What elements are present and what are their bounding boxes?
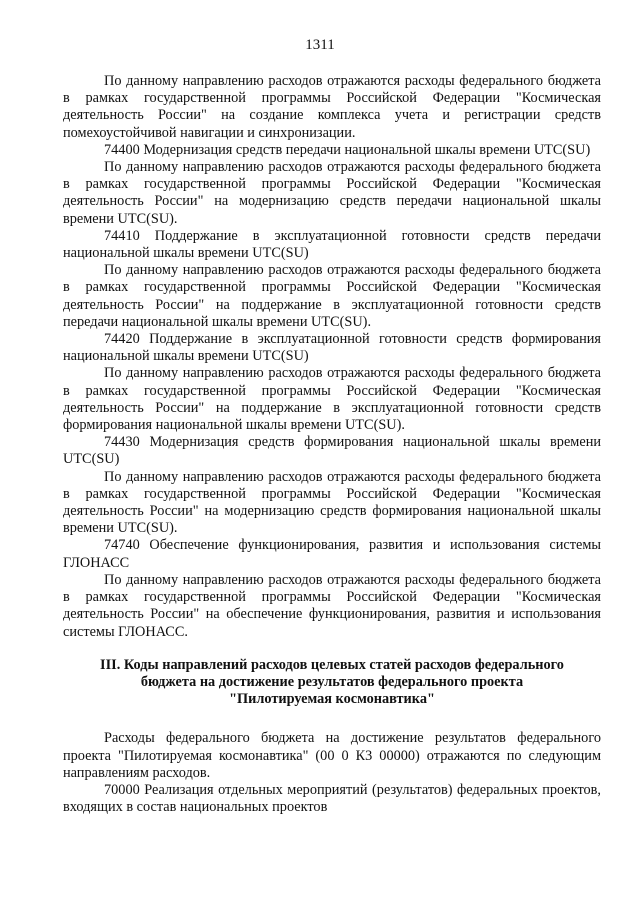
paragraph: По данному направлению расходов отражаются расходы федерального бюджета в рамках государственной программы Российской Федерации "Космическая деятельность России" на модернизацию средств передачи национальной шкалы времени UTC(SU). xyxy=(63,159,601,227)
section-heading xyxy=(63,657,601,709)
expense-code-paragraph: 74740 Обеспечение функционирования, развития и использования системы ГЛОНАСС xyxy=(63,537,601,571)
expense-code-paragraph: 74400 Модернизация средств передачи национальной шкалы времени UTC(SU) xyxy=(104,141,591,158)
section-heading-line: III. Коды направлений расходов целевых статей расходов федерального xyxy=(100,656,564,673)
paragraph: По данному направлению расходов отражаются расходы федерального бюджета в рамках государственной программы Российской Федерации "Космическая деятельность России" на создание комплекса учета и регистрации средств помехоустойчивой навигации и синхронизации. xyxy=(63,73,601,141)
paragraph: По данному направлению расходов отражаются расходы федерального бюджета в рамках государственной программы Российской Федерации "Космическая деятельность России" на поддержание в эксплуатационной готовности средств передачи национальной шкалы времени UTC(SU). xyxy=(63,262,601,330)
paragraph: Расходы федерального бюджета на достижение результатов федерального проекта "Пилотируемая космонавтика" (00 0 К3 00000) отражаются по следующим направлениям расходов. xyxy=(63,730,601,781)
document-body xyxy=(63,73,601,816)
page-number: 1311 xyxy=(305,37,335,53)
expense-code-paragraph: 74410 Поддержание в эксплуатационной готовности средств передачи национальной шкалы времени UTC(SU) xyxy=(63,227,601,262)
paragraph: По данному направлению расходов отражаются расходы федерального бюджета в рамках государственной программы Российской Федерации "Космическая деятельность России" на модернизацию средств формирования национальной шкалы времени UTC(SU). xyxy=(63,468,601,537)
section-heading-line: "Пилотируемая космонавтика" xyxy=(229,691,435,708)
expense-code-paragraph: 70000 Реализация отдельных мероприятий (результатов) федеральных проектов, входящих в состав национальных проектов xyxy=(63,781,601,816)
expense-code-paragraph: 74420 Поддержание в эксплуатационной готовности средств формирования национальной шкалы времени UTC(SU) xyxy=(63,331,601,365)
paragraph: По данному направлению расходов отражаются расходы федерального бюджета в рамках государственной программы Российской Федерации "Космическая деятельность России" на обеспечение функционирования, развития и использования системы ГЛОНАСС. xyxy=(63,571,601,640)
paragraph: По данному направлению расходов отражаются расходы федерального бюджета в рамках государственной программы Российской Федерации "Космическая деятельность России" на поддержание в эксплуатационной готовности средств формирования национальной шкалы времени UTC(SU). xyxy=(63,365,601,434)
expense-code-paragraph: 74430 Модернизация средств формирования национальной шкалы времени UTC(SU) xyxy=(63,434,601,468)
section-heading-line: бюджета на достижение результатов федерального проекта xyxy=(140,673,524,690)
